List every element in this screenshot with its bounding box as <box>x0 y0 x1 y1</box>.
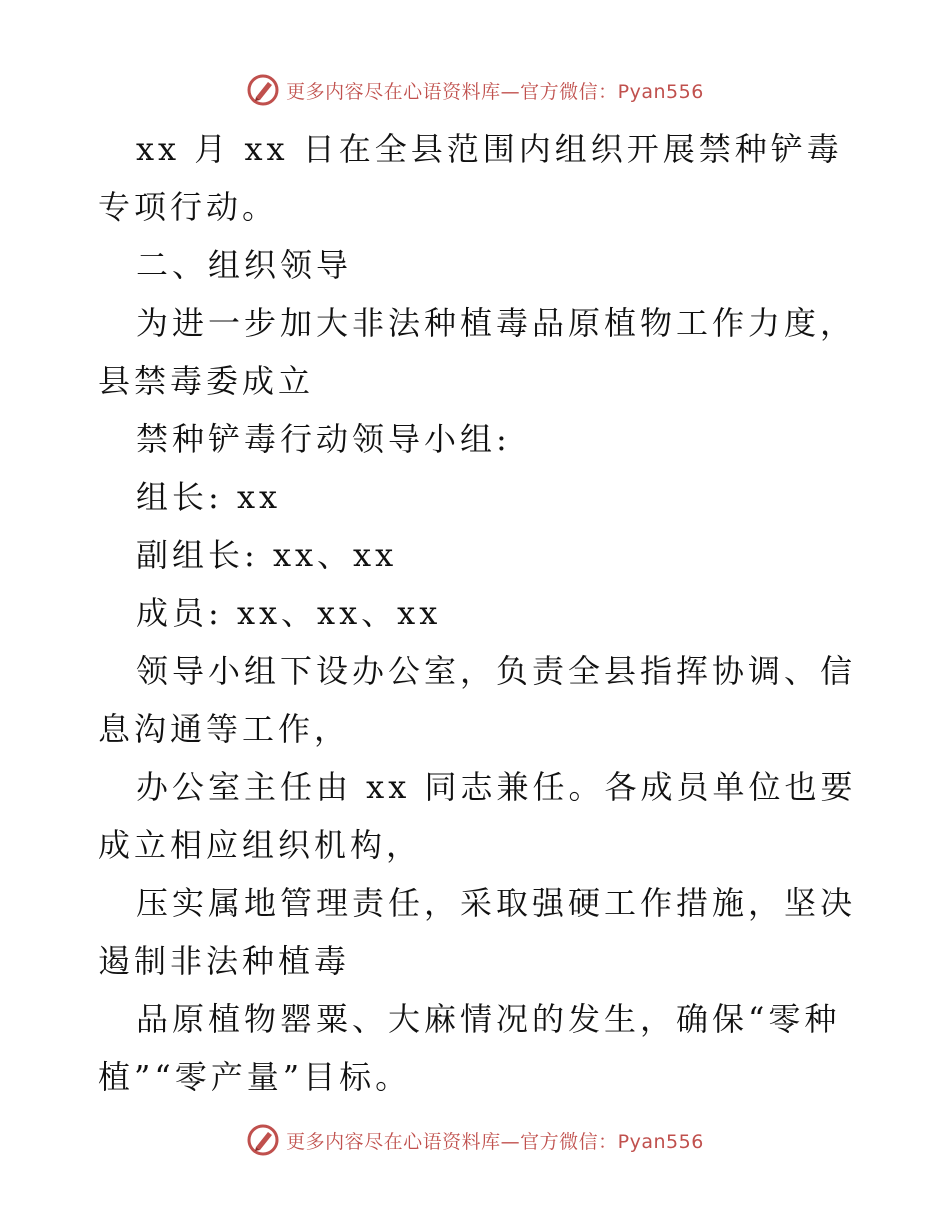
paragraph: 领导小组下设办公室，负责全县指挥协调、信息沟通等工作， <box>98 652 857 748</box>
leader-line: 组长: xx <box>136 478 282 516</box>
header-watermark <box>0 70 950 110</box>
watermark-text: 更多内容尽在心语资料库—官方微信：Pyan556 <box>286 80 704 103</box>
paragraph: 禁种铲毒行动领导小组: <box>136 420 511 458</box>
pen-logo-icon <box>246 1123 280 1157</box>
paragraph: 品原植物罂粟、大麻情况的发生，确保“零种植”“零产量”目标。 <box>98 1000 841 1096</box>
deputy-leader-line: 副组长: xx、xx <box>136 536 398 574</box>
section-heading: 二、组织领导 <box>136 246 353 284</box>
paragraph: 压实属地管理责任，采取强硬工作措施，坚决遏制非法种植毒 <box>98 884 857 980</box>
paragraph: 办公室主任由 xx 同志兼任。各成员单位也要成立相应组织机构， <box>98 768 857 864</box>
paragraph: 为进一步加大非法种植毒品原植物工作力度，县禁毒委成立 <box>98 304 857 400</box>
watermark-text: 更多内容尽在心语资料库—官方微信：Pyan556 <box>286 1130 704 1153</box>
pen-logo-icon <box>246 73 280 107</box>
document-body <box>98 120 858 1106</box>
footer-watermark <box>0 1120 950 1160</box>
members-line: 成员: xx、xx、xx <box>136 594 442 632</box>
paragraph: xx 月 xx 日在全县范围内组织开展禁种铲毒专项行动。 <box>98 130 843 226</box>
